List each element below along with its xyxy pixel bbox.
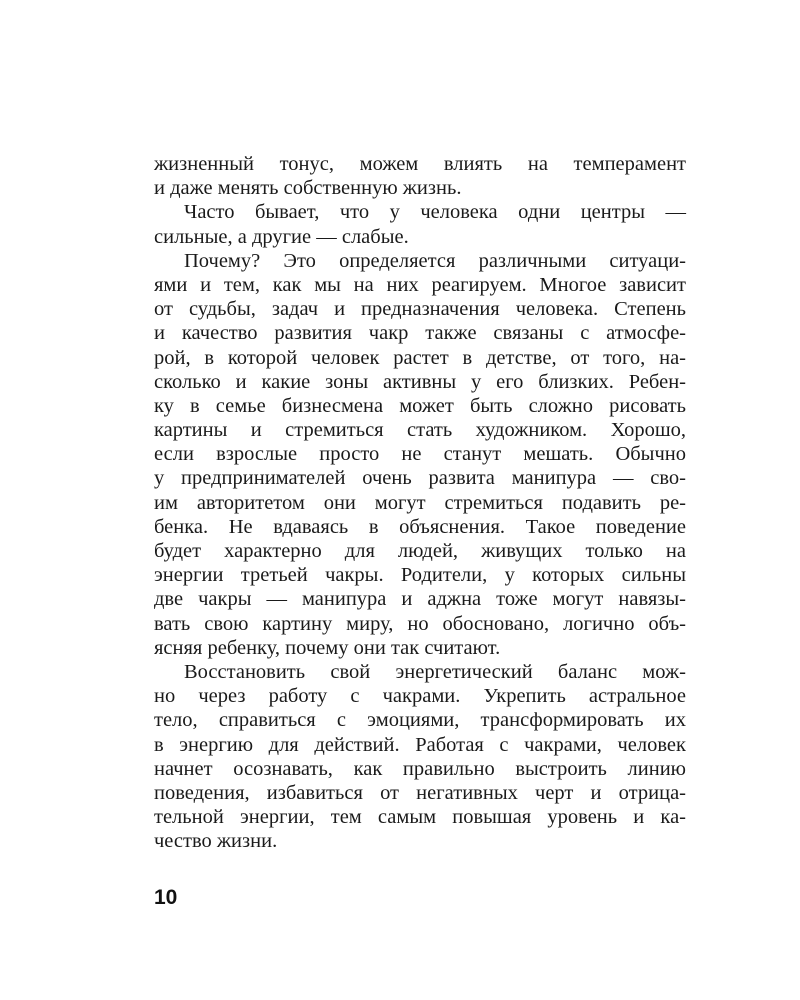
text-line: но через работу с чакрами. Укрепить астральное <box>154 685 686 708</box>
text-line: будет характерно для людей, живущих только на <box>154 540 686 562</box>
text-line: картины и стремиться стать художником. Хорошо, <box>154 419 686 442</box>
text-line: вать свою картину миру, но обосновано, логично объ- <box>154 612 686 635</box>
text-line: две чакры — манипура и аджна тоже могут навязы- <box>154 588 686 611</box>
text-line: поведения, избавиться от негативных черт и отрица- <box>154 781 686 804</box>
text-line: жизненный тонус, можем влиять на темперамент <box>154 153 686 175</box>
text-line: Часто бывает, что у человека одни центры — <box>184 201 686 224</box>
text-line: и качество развития чакр также связаны с атмосфе- <box>154 322 686 345</box>
page-number: 10 <box>154 886 178 909</box>
text-line: ку в семье бизнесмена может быть сложно рисовать <box>154 394 686 417</box>
text-line: тельной энергии, тем самым повышая уровень и ка- <box>154 806 686 829</box>
text-line: энергии третьей чакры. Родители, у которых сильны <box>154 564 686 587</box>
text-line: сколько и какие зоны активны у его близких. Ребен- <box>154 370 686 393</box>
body-text <box>154 152 686 853</box>
text-line: в энергию для действий. Работая с чакрами, человек <box>154 733 686 756</box>
text-line: ясняя ребенку, почему они так считают. <box>154 636 501 659</box>
text-line: от судьбы, задач и предназначения человека. Степень <box>154 298 686 321</box>
text-line: у предпринимателей очень развита манипура — сво- <box>154 467 686 490</box>
text-line: ями и тем, как мы на них реагируем. Многое зависит <box>154 273 686 296</box>
text-line: бенка. Не вдаваясь в объяснения. Такое поведение <box>154 515 686 538</box>
text-line: тело, справиться с эмоциями, трансформировать их <box>154 709 686 732</box>
text-line: сильные, а другие — слабые. <box>154 225 409 248</box>
text-line: начнет осознавать, как правильно выстроить линию <box>154 757 686 780</box>
text-line: чество жизни. <box>154 830 278 853</box>
text-line: им авторитетом они могут стремиться подавить ре- <box>154 491 686 514</box>
text-line: Восстановить свой энергетический баланс мож- <box>184 660 686 683</box>
text-line: рой, в которой человек растет в детстве, от того, на- <box>154 346 686 369</box>
text-line: и даже менять собственную жизнь. <box>154 177 462 200</box>
text-line: если взрослые просто не станут мешать. Обычно <box>154 443 686 466</box>
text-line: Почему? Это определяется различными ситуаци- <box>184 249 686 272</box>
